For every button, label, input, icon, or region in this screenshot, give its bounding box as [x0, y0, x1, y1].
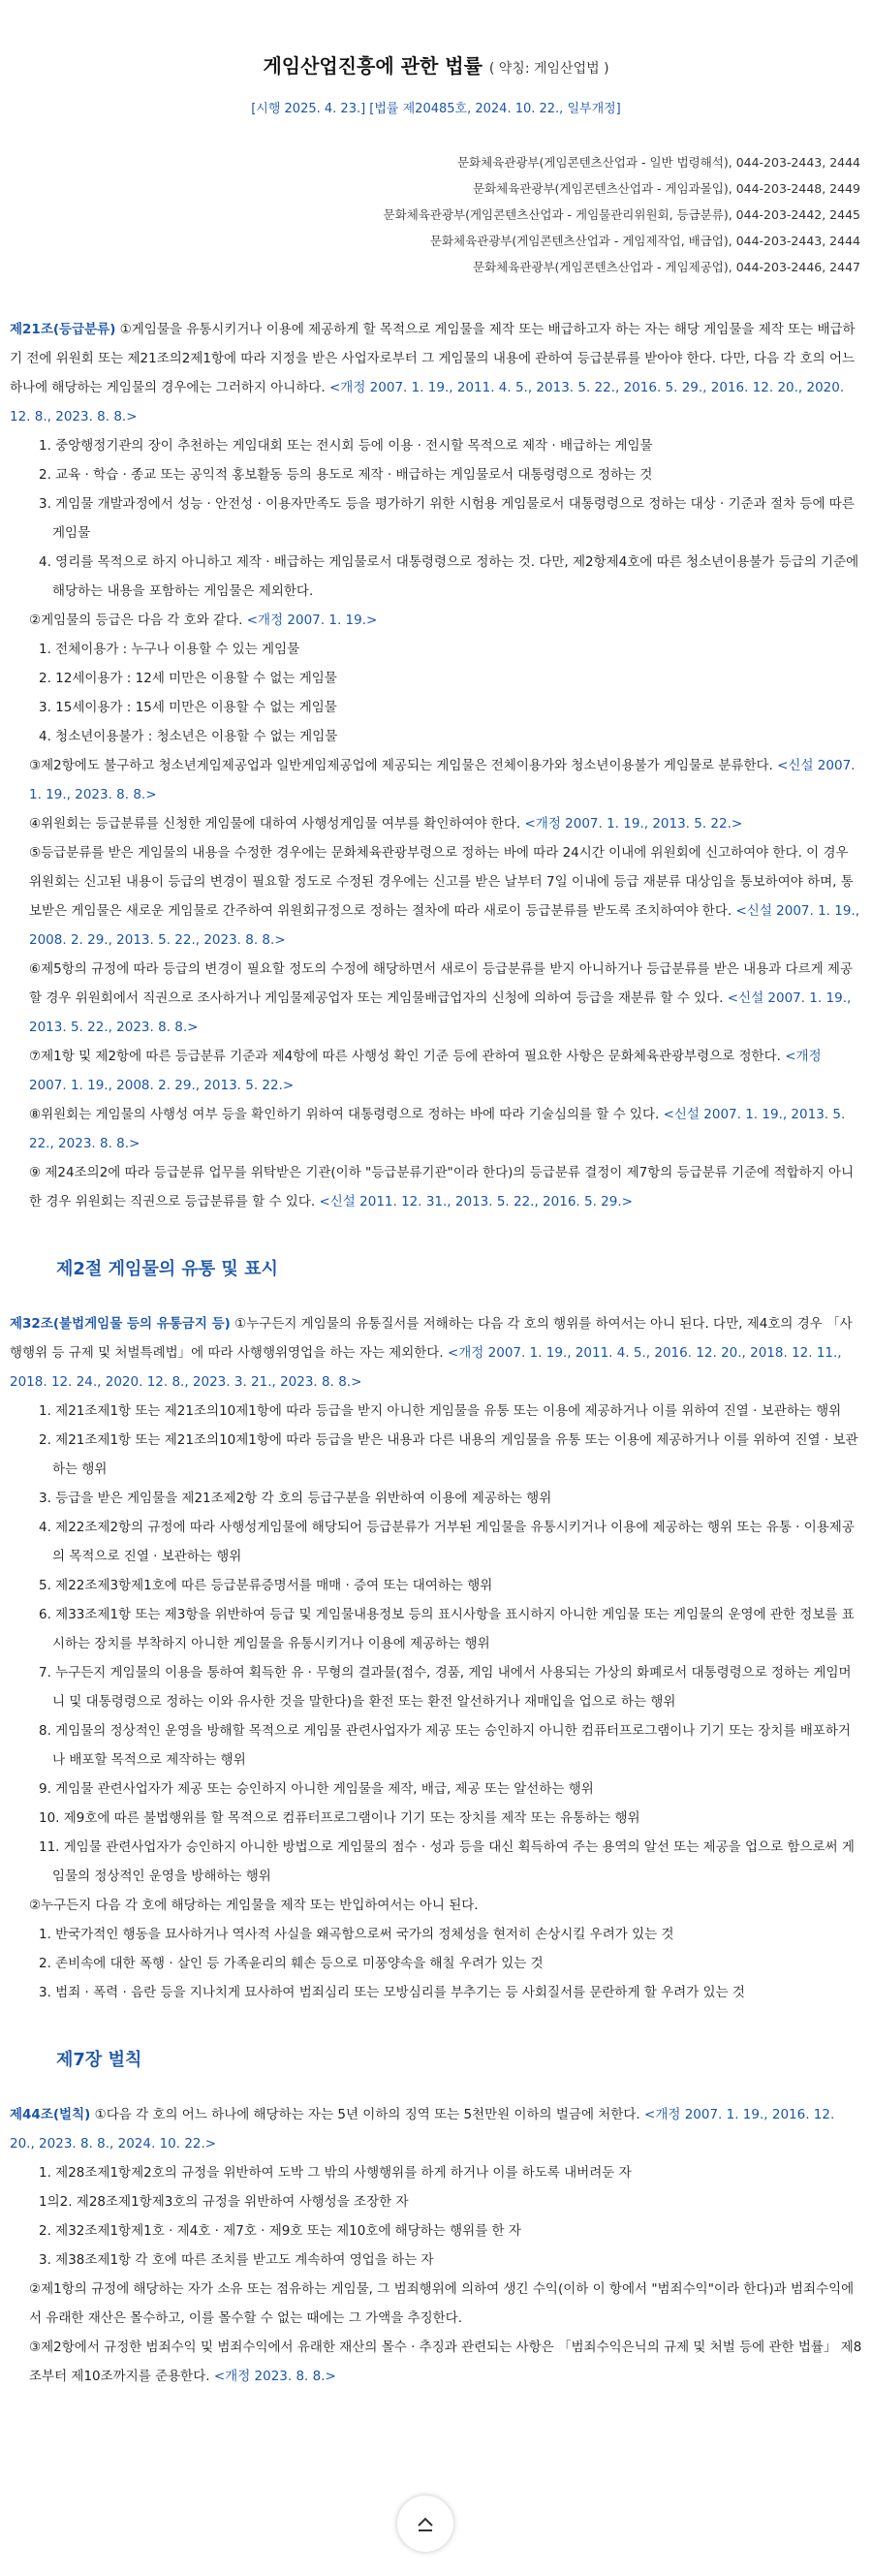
list-item: 3. 등급을 받은 게임물을 제21조제2항 각 호의 등급구분을 위반하여 이용에 제공하는 행위	[39, 1491, 552, 1506]
scroll-to-top-button[interactable]	[397, 2496, 453, 2552]
list-item: 3. 게임물 개발과정에서 성능 · 안전성 · 이용자만족도 등을 평가하기 위한 시험용 게임물로서 대통령령으로 정하는 대상 · 기준과 절차 등에 따른 게임물	[39, 496, 855, 541]
article-44	[10, 2100, 862, 2391]
article-21-p6	[10, 955, 862, 1042]
list-item: 9. 게임물 관련사업자가 제공 또는 승인하지 아니한 게임물을 제작, 배급, 제공 또는 알선하는 행위	[39, 1781, 594, 1797]
list-item: 11. 게임물 관련사업자가 승인하지 아니한 방법으로 게임물의 점수 · 성과 등을 대신 획득하여 주는 용역의 알선 또는 제공을 업으로 함으로써 게임물의 정상적인 운영을 방해하는 행위	[39, 1839, 855, 1884]
amendment-note[interactable]: <신설 2007. 1. 19., 2013. 5. 22., 2023. 8. 8.>	[29, 1107, 846, 1151]
paragraph-text: ①게임물을 유통시키거나 이용에 제공하게 할 목적으로 게임물을 제작 또는 배급하고자 하는 자는 해당 게임물을 제작 또는 배급하기 전에 위원회 또는 제21조의2제1항에 따라 지정을 받은 사업자로부터 그 게임물의 내용에 관하여 등급분류를 받아야 한다. 다만, 다음 각 호의 어느 하나에 해당하는 게임물의 경우에는 그러하지 아니하다.	[10, 322, 856, 395]
section-heading: 제2절 게임물의 유통 및 표시	[56, 1259, 278, 1279]
article-21-p1	[10, 315, 862, 431]
paragraph-text: ③제2항에도 불구하고 청소년게임제공업과 일반게임제공업에 제공되는 게임물은 전체이용가와 청소년이용불가 게임물로 분류한다.	[29, 758, 773, 773]
paragraph-text: ⑨ 제24조의2에 따라 등급분류 업무를 위탁받은 기관(이하 "등급분류기관"이라 한다)의 등급분류 결정이 제7항의 등급분류 기준에 적합하지 아니한 경우 위원회는 직권으로 등급분류를 할 수 있다.	[29, 1165, 855, 1209]
ministry-contact: 문화체육관광부(게임콘텐츠산업과 - 게임제작업, 배급업), 044-203-2443, 2444	[429, 234, 860, 248]
article-21-p7	[10, 1042, 862, 1100]
amendment-note[interactable]: <신설 2007. 1. 19., 2008. 2. 29., 2013. 5. 22., 2023. 8. 8.>	[29, 903, 860, 948]
article-21-heading[interactable]: 제21조(등급분류)	[10, 322, 116, 337]
list-item: 10. 제9호에 따른 불법행위를 할 목적으로 컴퓨터프로그램이나 기기 또는 장치를 제작 또는 유통하는 행위	[39, 1810, 640, 1826]
paragraph-text: ④위원회는 등급분류를 신청한 게임물에 대하여 사행성게임물 여부를 확인하여야 한다.	[29, 816, 521, 832]
paragraph-text: ⑤등급분류를 받은 게임물의 내용을 수정한 경우에는 문화체육관광부령으로 정하는 바에 따라 24시간 이내에 위원회에 신고하여야 한다. 이 경우 위원회는 신고된 내용이 등급의 변경이 필요할 정도로 수정된 경우에는 신고를 받은 날부터 7일 이내에 등급 재분류 대상임을 통보하여야 하며, 통보받은 게임물은 새로운 게임물로 간주하여 위원회규정으로 정하는 절차에 따라 새로이 등급분류를 받도록 조치하여야 한다.	[29, 845, 854, 919]
article-32-p2: ②누구든지 다음 각 호에 해당하는 게임물을 제작 또는 반입하여서는 아니 된다.	[29, 1898, 479, 1913]
amendment-note[interactable]: <신설 2011. 12. 31., 2013. 5. 22., 2016. 5. 29.>	[319, 1194, 633, 1209]
amendment-note[interactable]: <개정 2007. 1. 19., 2008. 2. 29., 2013. 5. 22.>	[29, 1049, 822, 1093]
list-item: 8. 게임물의 정상적인 운영을 방해할 목적으로 게임물 관련사업자가 제공 또는 승인하지 아니한 컴퓨터프로그램이나 기기 또는 장치를 배포하거나 배포할 목적으로 제작하는 행위	[39, 1723, 851, 1768]
law-abbreviation: ( 약칭: 게임산업법 )	[488, 61, 609, 77]
paragraph-text: ⑧위원회는 게임물의 사행성 여부 등을 확인하기 위하여 대통령령으로 정하는 바에 따라 기술심의를 할 수 있다.	[29, 1107, 660, 1122]
ministry-contact: 문화체육관광부(게임콘텐츠산업과 - 게임과몰입), 044-203-2448, 2449	[473, 181, 860, 196]
list-item: 1. 전체이용가 : 누구나 이용할 수 있는 게임물	[39, 642, 300, 657]
list-item: 4. 청소년이용불가 : 청소년은 이용할 수 없는 게임물	[39, 729, 338, 744]
ministry-contact: 문화체육관광부(게임콘텐츠산업과 - 게임제공업), 044-203-2446, 2447	[473, 260, 860, 274]
list-item: 2. 12세이용가 : 12세 미만은 이용할 수 없는 게임물	[39, 671, 337, 686]
list-item: 3. 제38조제1항 각 호에 따른 조치를 받고도 계속하여 영업을 하는 자	[39, 2252, 434, 2268]
list-item: 5. 제22조제3항제1호에 따른 등급분류증명서를 매매 · 증여 또는 대여하는 행위	[39, 1578, 493, 1593]
article-21-p2	[10, 606, 862, 635]
amendment-note[interactable]: <신설 2007. 1. 19., 2023. 8. 8.>	[29, 758, 856, 802]
article-21-p5	[10, 838, 862, 955]
list-item: 2. 존비속에 대한 폭행 · 살인 등 가족윤리의 훼손 등으로 미풍양속을 해칠 우려가 있는 것	[39, 1956, 544, 1971]
amendment-note[interactable]: <개정 2007. 1. 19.>	[246, 613, 378, 628]
list-item: 3. 15세이용가 : 15세 미만은 이용할 수 없는 게임물	[39, 700, 337, 715]
article-32-p1	[10, 1309, 862, 1397]
list-item: 1. 제28조제1항제2호의 규정을 위반하여 도박 그 밖의 사행행위를 하게 하거나 이를 하도록 내버려둔 자	[39, 2165, 632, 2181]
paragraph-text: ⑥제5항의 규정에 따라 등급의 변경이 필요할 정도의 수정에 해당하면서 새로이 등급분류를 받지 아니하거나 등급분류를 받은 내용과 다르게 제공할 경우 위원회에서 직권으로 조사하거나 게임물제공업자 또는 게임물배급업자의 신청에 의하여 등급을 재분류 할 수 있다.	[29, 961, 854, 1006]
article-21-p4	[10, 809, 862, 838]
article-44-heading[interactable]: 제44조(벌칙)	[10, 2107, 91, 2122]
paragraph-text: ③제2항에서 규정한 범죄수익 및 범죄수익에서 유래한 재산의 몰수 · 추징과 관련되는 사항은 「범죄수익은닉의 규제 및 처벌 등에 관한 법률」 제8조부터 제10조까지를 준용한다.	[29, 2340, 862, 2384]
list-item: 4. 영리를 목적으로 하지 아니하고 제작 · 배급하는 게임물로서 대통령령으로 정하는 것. 다만, 제2항제4호에 따른 청소년이용불가 등급의 기준에 해당하는 내용을 포함하는 게임물은 제외한다.	[39, 554, 859, 599]
article-21	[10, 315, 862, 1216]
law-title-text: 게임산업진흥에 관한 법률	[263, 54, 483, 78]
amendment-note[interactable]: <개정 2007. 1. 19., 2011. 4. 5., 2016. 12. 20., 2018. 12. 11., 2018. 12. 24., 2020. 12. 8., 2023. 3. 21., 2023. 8. 8.>	[10, 1345, 842, 1390]
paragraph-text: ①누구든지 게임물의 유통질서를 저해하는 다음 각 호의 행위를 하여서는 아니 된다. 다만, 제4호의 경우 「사행행위 등 규제 및 처벌특례법」에 따라 사행행위영업을 하는 자는 제외한다.	[10, 1316, 853, 1361]
list-item: 2. 제32조제1항제1호 · 제4호 · 제7호 · 제9호 또는 제10호에 해당하는 행위를 한 자	[39, 2223, 521, 2239]
list-item: 6. 제33조제1항 또는 제3항을 위반하여 등급 및 게임물내용정보 등의 표시사항을 표시하지 아니한 게임물 또는 게임물의 운영에 관한 정보를 표시하는 장치를 부착하지 아니한 게임물을 유통시키거나 이용에 제공하는 행위	[39, 1607, 855, 1651]
list-item: 1. 제21조제1항 또는 제21조의10제1항에 따라 등급을 받지 아니한 게임물을 유통 또는 이용에 제공하거나 이를 위하여 진열 · 보관하는 행위	[39, 1403, 842, 1419]
ministry-contact: 문화체육관광부(게임콘텐츠산업과 - 일반 법령해석), 044-203-2443, 2444	[456, 155, 860, 170]
list-item: 2. 교육 · 학습 · 종교 또는 공익적 홍보활동 등의 용도로 제작 · 배급하는 게임물로서 대통령령으로 정하는 것	[39, 467, 653, 483]
list-item: 1. 중앙행정기관의 장이 추천하는 게임대회 또는 전시회 등에 이용 · 전시할 목적으로 제작 · 배급하는 게임물	[39, 438, 653, 454]
article-44-p2: ②제1항의 규정에 해당하는 자가 소유 또는 점유하는 게임물, 그 범죄행위에 의하여 생긴 수익(이하 이 항에서 "범죄수익"이라 한다)과 범죄수익에서 유래한 재산은 몰수하고, 이를 몰수할 수 없는 때에는 그 가액을 추징한다.	[29, 2281, 855, 2326]
ministry-contact: 문화체육관광부(게임콘텐츠산업과 - 게임물관리위원회, 등급분류), 044-203-2442, 2445	[383, 207, 860, 222]
article-32-heading[interactable]: 제32조(불법게임물 등의 유통금지 등)	[10, 1316, 231, 1332]
list-item: 3. 범죄 · 폭력 · 음란 등을 지나치게 묘사하여 범죄심리 또는 모방심리를 부추기는 등 사회질서를 문란하게 할 우려가 있는 것	[39, 1985, 745, 2000]
article-32	[10, 1309, 862, 2007]
ministry-contacts	[10, 149, 862, 280]
list-item: 7. 누구든지 게임물의 이용을 통하여 획득한 유 · 무형의 결과물(점수, 경품, 게임 내에서 사용되는 가상의 화폐로서 대통령령으로 정하는 게임머니 및 대통령령으로 정하는 이와 유사한 것을 말한다)을 환전 또는 환전 알선하거나 재매입을 업으로 하는 행위	[39, 1665, 852, 1710]
amendment-note[interactable]: <신설 2007. 1. 19., 2013. 5. 22., 2023. 8. 8.>	[29, 990, 852, 1035]
article-21-p3	[10, 751, 862, 809]
article-21-p8	[10, 1100, 862, 1158]
law-title	[10, 50, 862, 79]
chapter-heading: 제7장 벌칙	[56, 2050, 142, 2070]
list-item: 1. 반국가적인 행동을 묘사하거나 역사적 사실을 왜곡함으로써 국가의 정체성을 현저히 손상시킬 우려가 있는 것	[39, 1927, 674, 1942]
amendment-note[interactable]: <개정 2007. 1. 19., 2013. 5. 22.>	[524, 816, 743, 832]
article-44-p1	[10, 2100, 862, 2158]
enforcement-info[interactable]: [시행 2025. 4. 23.] [법률 제20485호, 2024. 10. 22., 일부개정]	[251, 102, 621, 116]
list-item: 4. 제22조제2항의 규정에 따라 사행성게임물에 해당되어 등급분류가 거부된 게임물을 유통시키거나 이용에 제공하는 행위 또는 유통 · 이용제공의 목적으로 진열 · 보관하는 행위	[39, 1520, 855, 1564]
chevron-up-icon	[414, 2512, 437, 2535]
list-item: 2. 제21조제1항 또는 제21조의10제1항에 따라 등급을 받은 내용과 다른 내용의 게임물을 유통 또는 이용에 제공하거나 이를 위하여 진열 · 보관하는 행위	[39, 1432, 858, 1477]
list-item: 1의2. 제28조제1항제3호의 규정을 위반하여 사행성을 조장한 자	[39, 2194, 409, 2210]
amendment-note[interactable]: <개정 2007. 1. 19., 2011. 4. 5., 2013. 5. 22., 2016. 5. 29., 2016. 12. 20., 2020. 12. 8., 2023. 8. 8.>	[10, 380, 845, 424]
amendment-note[interactable]: <개정 2007. 1. 19., 2016. 12. 20., 2023. 8. 8., 2024. 10. 22.>	[10, 2107, 835, 2152]
article-44-p3	[10, 2333, 862, 2391]
paragraph-text: ②게임물의 등급은 다음 각 호와 같다.	[29, 613, 243, 628]
paragraph-text: ⑦제1항 및 제2항에 따른 등급분류 기준과 제4항에 따른 사행성 확인 기준 등에 관하여 필요한 사항은 문화체육관광부령으로 정한다.	[29, 1049, 781, 1064]
amendment-note[interactable]: <개정 2023. 8. 8.>	[213, 2369, 336, 2384]
article-21-p9	[10, 1158, 862, 1216]
paragraph-text: ①다음 각 호의 어느 하나에 해당하는 자는 5년 이하의 징역 또는 5천만원 이하의 벌금에 처한다.	[94, 2107, 640, 2122]
